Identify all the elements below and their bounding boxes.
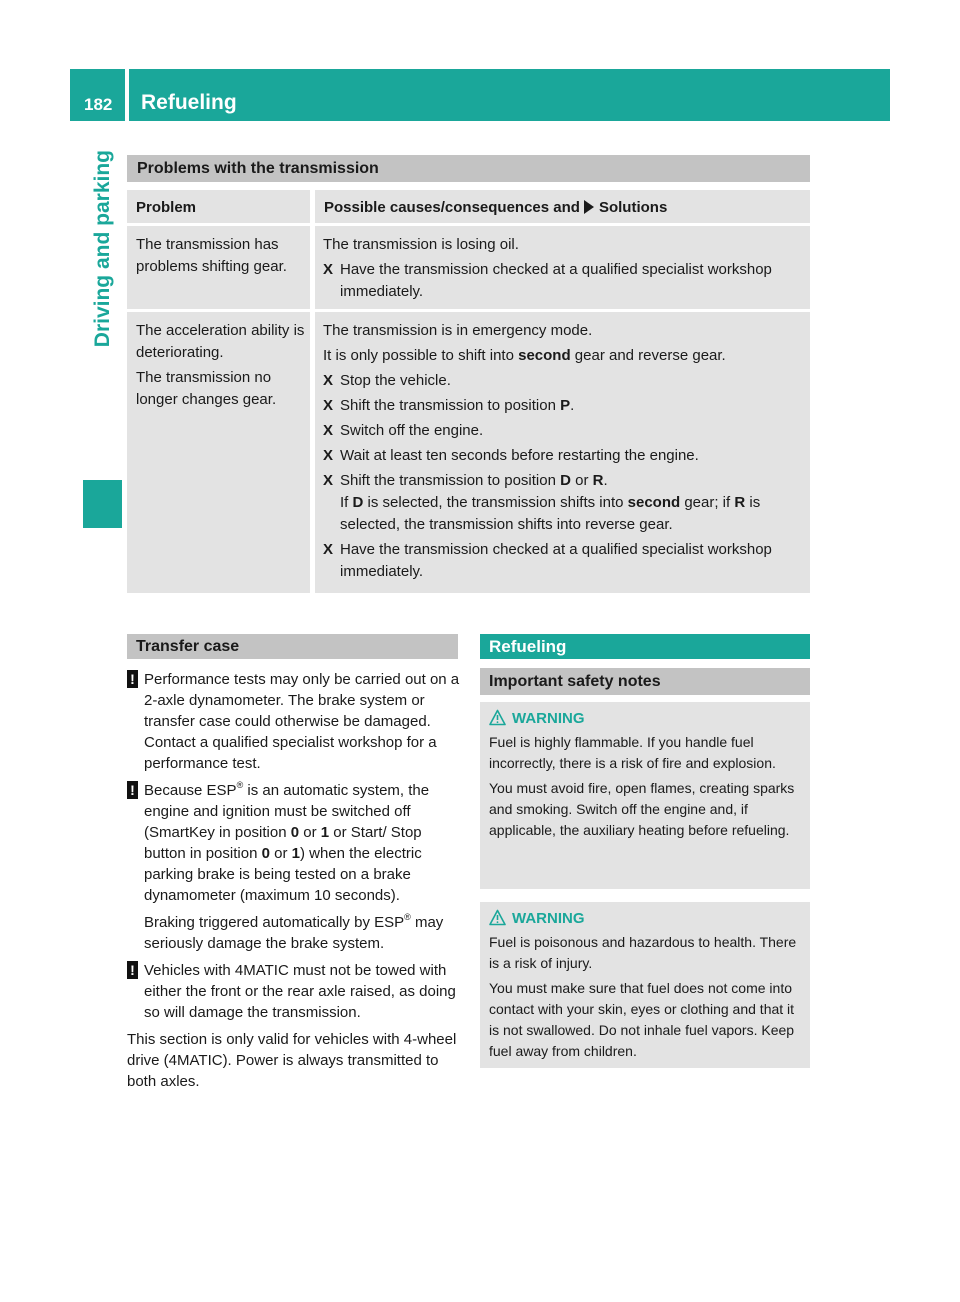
step-item: X Stop the vehicle. <box>323 370 804 392</box>
step-item: X Wait at least ten seconds before restarting the engine. <box>323 445 804 467</box>
subheading-safety-notes: Important safety notes <box>480 668 810 695</box>
exclamation-icon: ! <box>127 961 138 979</box>
section-heading-transfer-case: Transfer case <box>127 634 458 659</box>
note-text: Performance tests may only be carried out on a 2-axle dynamometer. The brake system or transfer case could otherwise be damaged. Contact a qualified specialist workshop for a performance test. <box>144 671 460 772</box>
arrow-x-icon: X <box>323 447 334 464</box>
page-header-title: Refueling <box>129 69 890 121</box>
cause-text: It is only possible to shift into second gear and reverse gear. <box>323 347 726 364</box>
warning-label: WARNING <box>512 910 585 927</box>
arrow-x-icon: X <box>323 372 334 389</box>
cause-text: The transmission is in emergency mode. <box>323 322 593 339</box>
solution-cell <box>315 226 810 309</box>
arrow-x-icon: X <box>323 397 334 414</box>
exclamation-icon: ! <box>127 781 138 799</box>
warning-label: WARNING <box>512 710 585 727</box>
step-item: X Shift the transmission to position D or R. If D is selected, the transmission shifts into second gear; if R is selected, the transmission shifts into reverse gear. <box>323 472 761 533</box>
caution-note <box>127 780 462 954</box>
exclamation-icon: ! <box>127 670 138 688</box>
step-item <box>323 259 804 303</box>
table-header <box>127 190 810 223</box>
step-text: Have the transmission checked at a qualified specialist workshop immediately. <box>340 261 772 300</box>
warning-box <box>480 702 810 889</box>
arrow-x-icon: X <box>323 261 334 278</box>
table-row <box>127 312 810 593</box>
page-number: 182 <box>70 69 125 121</box>
warning-title <box>489 708 804 730</box>
arrow-x-icon: X <box>323 541 334 558</box>
column-header-text: Possible causes/consequences and <box>324 199 580 216</box>
warning-text: You must make sure that fuel does not come into contact with your skin, eyes or clothing and that it is not swallowed. Do not inhale fuel vapors. Keep fuel away from children. <box>489 980 795 1059</box>
note-text: Braking triggered automatically by ESP® may seriously damage the brake system. <box>144 912 444 952</box>
note-text: Vehicles with 4MATIC must not be towed with either the front or the rear axle raised, as doing so will damage the transmission. <box>144 962 456 1021</box>
step-item: X Shift the transmission to position P. <box>323 395 804 417</box>
problem-cell <box>127 312 310 593</box>
side-tab-label: Driving and parking <box>91 150 114 348</box>
caution-note <box>127 960 462 1023</box>
side-tab <box>83 150 123 480</box>
column-header-solutions <box>315 190 810 223</box>
step-item: X Switch off the engine. <box>323 420 804 442</box>
problem-text: The acceleration ability is deteriorating. <box>136 322 305 361</box>
warning-box <box>480 902 810 1068</box>
cause-text: The transmission is losing oil. <box>323 236 519 253</box>
table-row <box>127 226 810 309</box>
table-title: Problems with the transmission <box>127 155 810 182</box>
warning-triangle-icon <box>489 709 506 726</box>
note-text: Because ESP® is an automatic system, the engine and ignition must be switched off (SmartKey in position 0 or 1 or Start/ Stop button in position 0 or 1) when the electric parking brake is being tested on a brake dynamometer (maximum 10 seconds). <box>144 780 430 904</box>
column-header-text: Solutions <box>598 199 668 216</box>
transfer-case-content <box>127 669 462 1092</box>
caution-note <box>127 669 462 774</box>
play-arrow-icon <box>584 200 594 214</box>
arrow-x-icon: X <box>323 422 334 439</box>
warning-text: Fuel is highly flammable. If you handle fuel incorrectly, there is a risk of fire and explosion. <box>489 734 776 771</box>
warning-text: Fuel is poisonous and hazardous to health. There is a risk of injury. <box>489 934 797 971</box>
warning-text: You must avoid fire, open flames, creating sparks and smoking. Switch off the engine and, if applicable, the auxiliary heating before refueling. <box>489 780 795 838</box>
section-heading-refueling: Refueling <box>480 634 810 659</box>
problem-cell <box>127 226 310 309</box>
warning-title <box>489 908 804 930</box>
step-item: X Have the transmission checked at a qualified specialist workshop immediately. <box>323 541 772 580</box>
arrow-x-icon: X <box>323 472 334 489</box>
warning-triangle-icon <box>489 909 506 926</box>
side-tab-marker <box>83 480 122 528</box>
column-header-problem: Problem <box>127 190 310 223</box>
solution-cell <box>315 312 810 593</box>
body-text: This section is only valid for vehicles with 4-wheel drive (4MATIC). Power is always transmitted to both axles. <box>127 1031 457 1090</box>
problem-text: The transmission has problems shifting gear. <box>136 236 287 275</box>
problem-text: The transmission no longer changes gear. <box>136 369 277 408</box>
